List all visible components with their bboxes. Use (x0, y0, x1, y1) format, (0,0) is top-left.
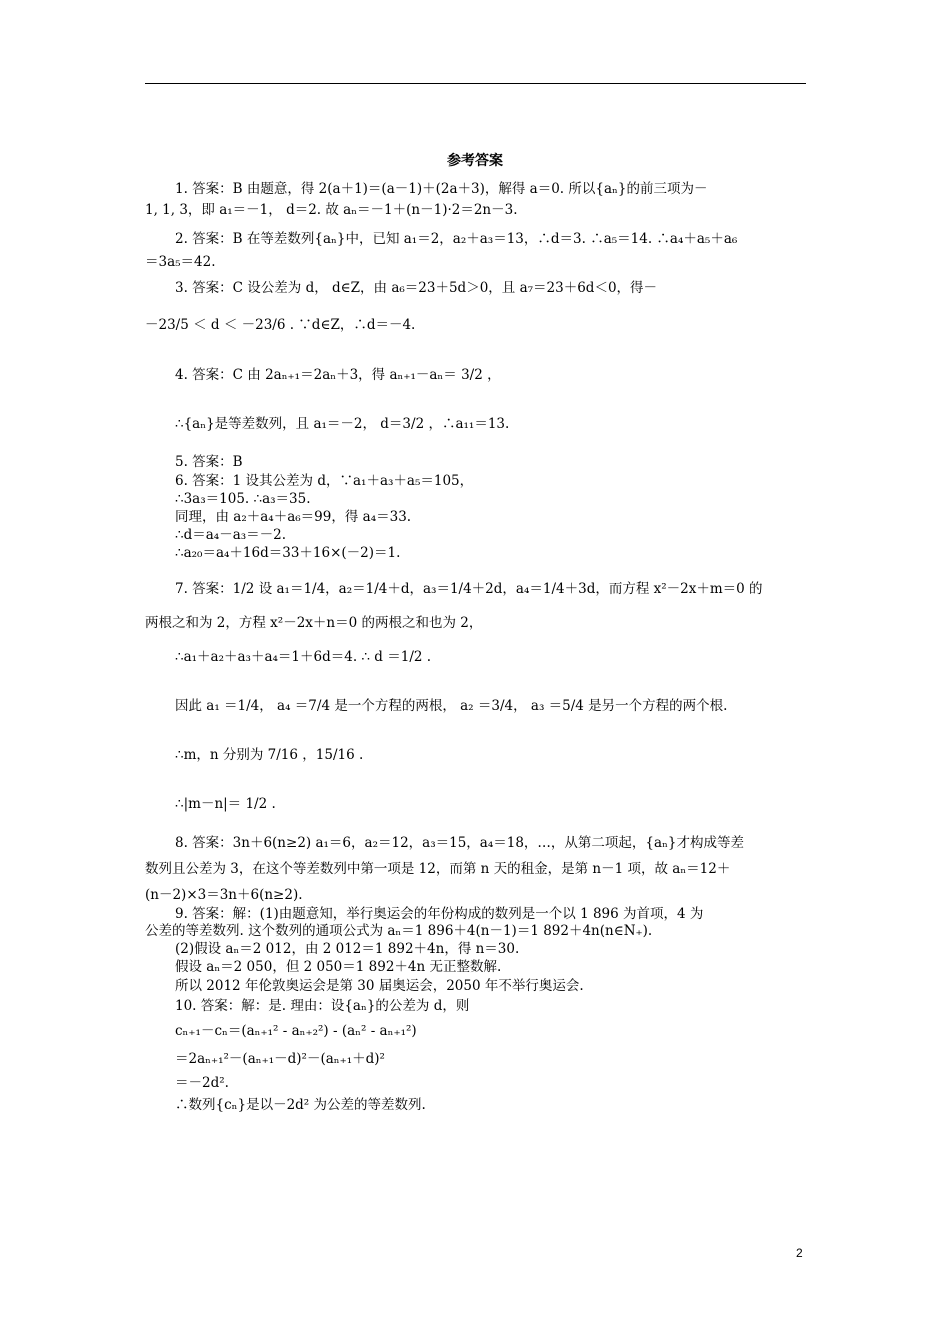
answer-line: 9. 答案：解：(1)由题意知，举行奥运会的年份构成的数列是一个以 1 896 为首项，4 为 (175, 906, 704, 922)
answer-line: 8. 答案：3n＋6(n≥2) a₁＝6，a₂＝12，a₃＝15，a₄＝18，…，从第二项起，{aₙ}才构成等差 (175, 835, 744, 851)
answer-line: ∴m，n 分别为 7/16 ，15/16 . (175, 747, 364, 763)
answer-line: ∴|m－n|＝ 1/2 . (175, 796, 276, 812)
answer-line: (2)假设 aₙ＝2 012，由 2 012＝1 892＋4n，得 n＝30. (175, 941, 520, 957)
answer-line: ∴数列{cₙ}是以－2d² 为公差的等差数列. (175, 1097, 426, 1113)
answer-line: cₙ₊₁－cₙ＝(aₙ₊₁² - aₙ₊₂²) - (aₙ² - aₙ₊₁²) (175, 1023, 417, 1039)
answer-line: 公差的等差数列. 这个数列的通项公式为 aₙ＝1 896＋4(n－1)＝1 892＋4n(n∈N₊). (145, 923, 653, 939)
page-title: 参考答案 (447, 153, 503, 169)
answer-line: 2. 答案：B 在等差数列{aₙ}中，已知 a₁＝2，a₂＋a₃＝13，∴d＝3. ∴a₅＝14. ∴a₄＋a₅＋a₆ (175, 231, 738, 247)
answer-line: ∴a₁＋a₂＋a₃＋a₄＝1＋6d＝4. ∴ d ＝1/2 . (175, 649, 432, 665)
answer-line: 1, 1, 3，即 a₁＝－1， d＝2. 故 aₙ＝－1＋(n－1)·2＝2n－3. (145, 202, 518, 218)
header-rule (145, 83, 806, 84)
answer-line: 10. 答案：解：是. 理由：设{aₙ}的公差为 d，则 (175, 998, 470, 1014)
answer-line: 两根之和为 2，方程 x²－2x＋n＝0 的两根之和也为 2， (145, 615, 483, 631)
answer-line: (n－2)×3＝3n＋6(n≥2). (145, 887, 303, 903)
answer-line: －23/5 ＜ d ＜ －23/6 . ∵d∈Z，∴d＝－4. (145, 317, 416, 333)
answer-line: ∴3a₃＝105. ∴a₃＝35. (175, 491, 311, 507)
answer-line: 5. 答案：B (175, 454, 243, 470)
answer-line: 6. 答案：1 设其公差为 d，∵a₁＋a₃＋a₅＝105， (175, 473, 474, 489)
answer-line: 7. 答案：1/2 设 a₁＝1/4，a₂＝1/4＋d，a₃＝1/4＋2d，a₄＝1/4＋3d，而方程 x²－2x＋m＝0 的 (175, 581, 763, 597)
answer-line: ∴{aₙ}是等差数列，且 a₁＝－2， d＝3/2 ，∴a₁₁＝13. (175, 416, 510, 432)
answer-line: ∴a₂₀＝a₄＋16d＝33＋16×(－2)＝1. (175, 545, 401, 561)
answer-line: 所以 2012 年伦敦奥运会是第 30 届奥运会，2050 年不举行奥运会. (175, 978, 584, 994)
answer-line: 4. 答案：C 由 2aₙ₊₁＝2aₙ＋3，得 aₙ₊₁－aₙ＝ 3/2 ， (175, 367, 501, 383)
answer-line: ＝－2d². (175, 1075, 229, 1091)
answer-line: ＝2aₙ₊₁²－(aₙ₊₁－d)²－(aₙ₊₁＋d)² (175, 1051, 385, 1067)
answer-line: 假设 aₙ＝2 050，但 2 050＝1 892＋4n 无正整数解. (175, 959, 502, 975)
answer-line: 3. 答案：C 设公差为 d， d∈Z，由 a₆＝23＋5d＞0，且 a₇＝23＋6d＜0，得－ (175, 280, 658, 296)
answer-line: ∴d＝a₄－a₃＝－2. (175, 527, 287, 543)
answer-line: ＝3a₅＝42. (145, 254, 216, 270)
page-number: 2 (796, 1246, 803, 1260)
answer-line: 1. 答案：B 由题意，得 2(a＋1)＝(a－1)＋(2a＋3)，解得 a＝0. 所以{aₙ}的前三项为－ (175, 181, 708, 197)
answer-line: 数列且公差为 3，在这个等差数列中第一项是 12，而第 n 天的租金，是第 n－1 项，故 aₙ＝12＋ (145, 861, 731, 877)
answer-line: 同理，由 a₂＋a₄＋a₆＝99，得 a₄＝33. (175, 509, 412, 525)
answer-line: 因此 a₁ ＝1/4， a₄ ＝7/4 是一个方程的两根， a₂ ＝3/4， a₃ ＝5/4 是另一个方程的两个根. (175, 698, 728, 714)
